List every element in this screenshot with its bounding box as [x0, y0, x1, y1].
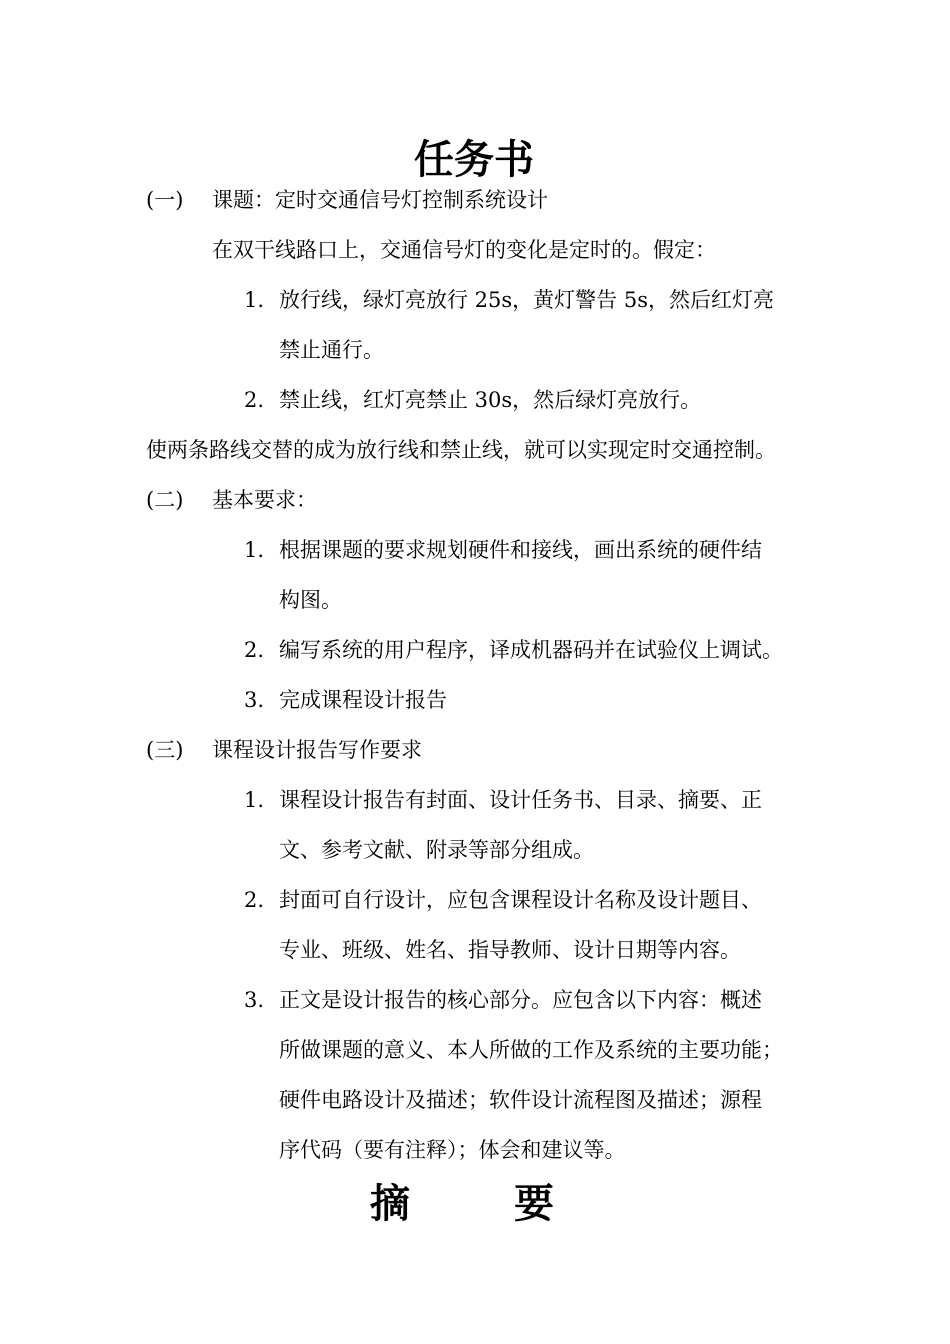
list-number: 2.	[244, 888, 265, 912]
section-marker-2: (二)	[146, 488, 184, 512]
list-number: 2.	[244, 388, 265, 412]
section-heading-2: 基本要求：	[212, 488, 317, 512]
section-marker-1: (一)	[146, 188, 184, 212]
section-heading-3: 课程设计报告写作要求	[212, 738, 422, 762]
list-number: 1.	[244, 538, 265, 562]
list-item-line: 放行线，绿灯亮放行 25s，黄灯警告 5s，然后红灯亮	[279, 288, 774, 312]
list-item-line: 文、参考文献、附录等部分组成。	[279, 838, 594, 862]
list-item-line: 序代码（要有注释）；体会和建议等。	[279, 1138, 626, 1162]
list-item-line: 正文是设计报告的核心部分。应包含以下内容：概述	[279, 988, 762, 1012]
abstract-heading-char: 要	[514, 1180, 554, 1227]
list-item-line: 封面可自行设计，应包含课程设计名称及设计题目、	[279, 888, 762, 912]
abstract-heading-char: 摘	[370, 1180, 410, 1227]
list-item-line: 课程设计报告有封面、设计任务书、目录、摘要、正	[279, 788, 762, 812]
list-item-line: 构图。	[279, 588, 342, 612]
list-item-line: 完成课程设计报告	[279, 688, 447, 712]
section-intro-1: 在双干线路口上，交通信号灯的变化是定时的。假定：	[212, 238, 716, 262]
section-heading-1: 课题：定时交通信号灯控制系统设计	[212, 188, 548, 212]
list-number: 3.	[244, 988, 265, 1012]
list-item-line: 禁止线，红灯亮禁止 30s，然后绿灯亮放行。	[279, 388, 702, 412]
list-item-line: 禁止通行。	[279, 338, 384, 362]
list-item-line: 根据课题的要求规划硬件和接线，画出系统的硬件结	[279, 538, 762, 562]
list-item-line: 所做课题的意义、本人所做的工作及系统的主要功能；	[279, 1038, 783, 1062]
section-marker-3: (三)	[146, 738, 184, 762]
list-number: 2.	[244, 638, 265, 662]
list-number: 1.	[244, 788, 265, 812]
page-title: 任务书	[414, 136, 534, 183]
list-item-line: 编写系统的用户程序，译成机器码并在试验仪上调试。	[279, 638, 783, 662]
list-item-line: 硬件电路设计及描述；软件设计流程图及描述；源程	[279, 1088, 762, 1112]
list-number: 3.	[244, 688, 265, 712]
list-number: 1.	[244, 288, 265, 312]
list-item-line: 专业、班级、姓名、指导教师、设计日期等内容。	[279, 938, 741, 962]
section-conclusion-1: 使两条路线交替的成为放行线和禁止线，就可以实现定时交通控制。	[146, 438, 776, 462]
